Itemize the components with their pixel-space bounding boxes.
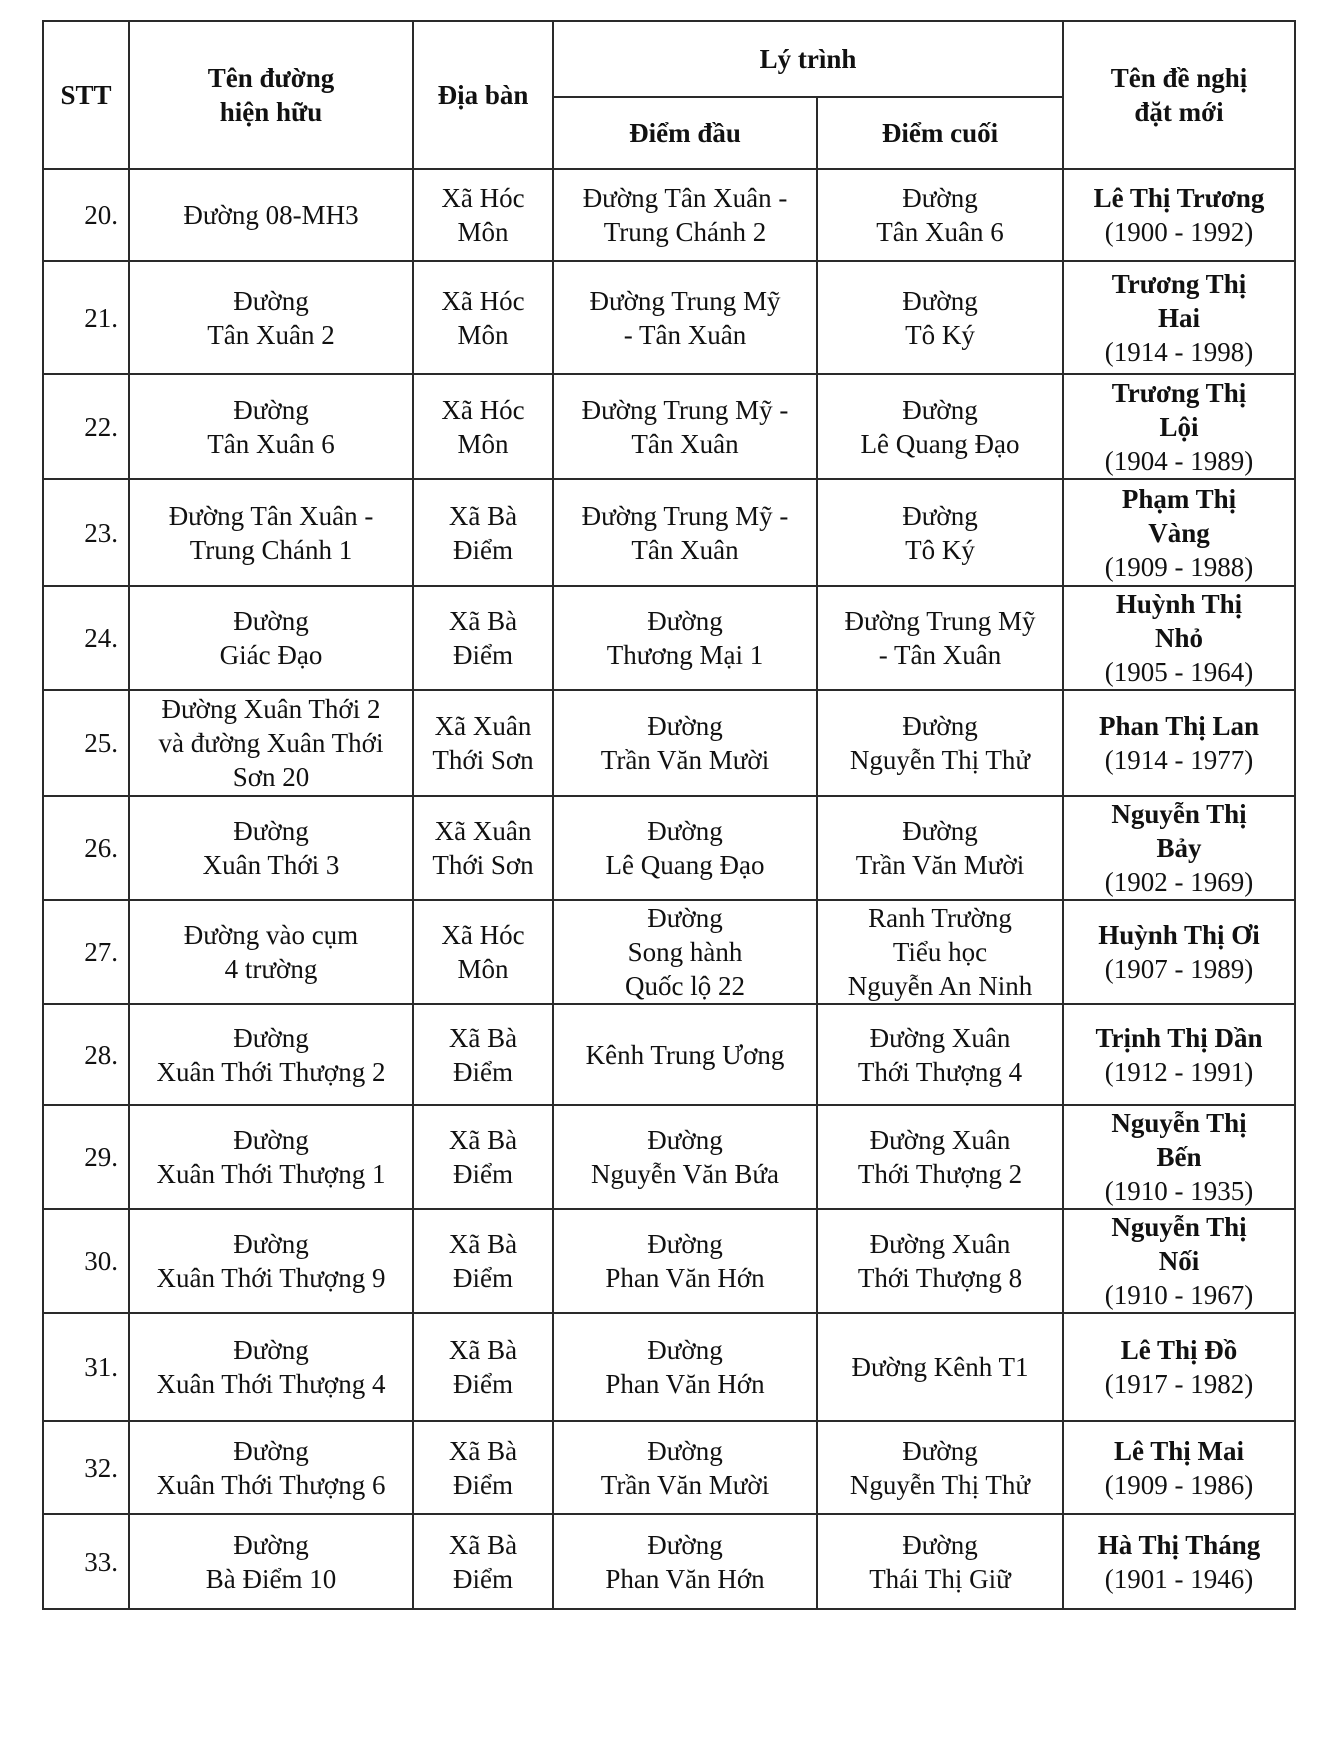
table-row <box>43 1514 1295 1609</box>
proposed-name-years: (1914 - 1977) <box>1104 745 1254 775</box>
cell-start-point-line: Đường <box>647 1229 723 1259</box>
proposed-name-years: (1904 - 1989) <box>1104 445 1254 476</box>
cell-area-line: Xã Hóc <box>441 920 525 950</box>
proposed-name-line: Trương Thị <box>1111 268 1247 299</box>
proposed-name-line: Lê Thị Mai <box>1113 1435 1245 1466</box>
cell-end-point-line: Đường <box>902 1435 978 1466</box>
cell-start-point-line: Trung Chánh 2 <box>603 217 767 247</box>
cell-end-point <box>817 1421 1063 1514</box>
proposed-name-line: Lê Thị Đồ <box>1120 1335 1238 1365</box>
proposed-name-line: Lội <box>1159 411 1199 442</box>
cell-current-name-line: Đường <box>233 1335 309 1365</box>
proposed-name-line: Trương Thị <box>1111 377 1247 408</box>
cell-current-name <box>129 1209 413 1313</box>
header-start-point: Điểm đầu <box>553 97 817 169</box>
cell-start-point-line: Đường <box>647 1435 723 1466</box>
cell-current-name-line: Đường <box>233 1125 309 1155</box>
cell-proposed-name <box>1063 1105 1295 1209</box>
cell-start-point-line: Kênh Trung Ương <box>585 1039 785 1070</box>
proposed-name-line: Huỳnh Thị <box>1115 589 1243 619</box>
cell-current-name-line: Đường <box>233 394 309 425</box>
cell-area-line: Điểm <box>453 1469 513 1500</box>
cell-stt: 33. <box>43 1514 129 1609</box>
cell-current-name-line: Xuân Thới Thượng 4 <box>156 1369 386 1399</box>
cell-area-line: Môn <box>457 217 509 247</box>
cell-current-name-line: Đường <box>233 816 309 846</box>
cell-end-point <box>817 1209 1063 1313</box>
cell-end-point <box>817 1105 1063 1209</box>
cell-current-name-line: Bà Điểm 10 <box>205 1563 337 1594</box>
cell-current-name-line: Đường <box>233 606 309 636</box>
cell-start-point <box>553 1105 817 1209</box>
cell-start-point <box>553 796 817 900</box>
cell-area-line: Xã Bà <box>448 1022 518 1053</box>
header-current-name-line1: Tên đường <box>207 63 335 93</box>
cell-area-line: Xã Bà <box>448 1125 518 1155</box>
table-row <box>43 1105 1295 1209</box>
cell-area-line: Xã Bà <box>448 1435 518 1466</box>
cell-current-name <box>129 1004 413 1105</box>
table-header <box>43 21 1295 169</box>
proposed-name-line: Vàng <box>1148 517 1210 548</box>
cell-end-point-line: Đường <box>902 500 978 531</box>
proposed-name-line: Nguyễn Thị <box>1111 1212 1247 1242</box>
cell-area <box>413 1514 553 1609</box>
cell-start-point <box>553 1514 817 1609</box>
cell-end-point-line: Lê Quang Đạo <box>860 428 1020 459</box>
table-row <box>43 1004 1295 1105</box>
cell-current-name-line: Đường <box>233 1022 309 1053</box>
cell-end-point <box>817 1004 1063 1105</box>
cell-proposed-name <box>1063 169 1295 261</box>
table-row <box>43 479 1295 586</box>
table-row <box>43 586 1295 690</box>
proposed-name-years: (1917 - 1982) <box>1104 1369 1254 1399</box>
proposed-name-line: Nhỏ <box>1154 623 1203 653</box>
table-row <box>43 1421 1295 1514</box>
cell-proposed-name <box>1063 586 1295 690</box>
cell-proposed-name <box>1063 479 1295 586</box>
cell-current-name <box>129 900 413 1004</box>
cell-start-point <box>553 261 817 374</box>
cell-area-line: Thới Sơn <box>432 850 534 880</box>
cell-current-name-line: Đường vào cụm <box>183 920 359 950</box>
cell-area-line: Điểm <box>453 1056 513 1087</box>
cell-end-point <box>817 690 1063 796</box>
cell-current-name-line: 4 trường <box>224 954 318 984</box>
cell-area-line: Xã Xuân <box>434 711 532 741</box>
cell-current-name-line: Tân Xuân 6 <box>207 428 335 459</box>
cell-area-line: Môn <box>457 428 509 459</box>
cell-start-point-line: Lê Quang Đạo <box>605 850 765 880</box>
proposed-name-line: Hà Thị Tháng <box>1097 1529 1261 1560</box>
cell-end-point-line: Thới Thượng 8 <box>857 1263 1023 1293</box>
street-naming-table <box>42 20 1296 1610</box>
cell-area <box>413 1313 553 1421</box>
cell-end-point <box>817 479 1063 586</box>
cell-area-line: Điểm <box>453 1159 513 1189</box>
cell-start-point-line: Phan Văn Hớn <box>605 1263 765 1293</box>
cell-area-line: Điểm <box>453 534 513 565</box>
cell-current-name-line: Đường <box>233 1435 309 1466</box>
header-route: Lý trình <box>553 21 1063 97</box>
cell-end-point <box>817 900 1063 1004</box>
cell-area <box>413 261 553 374</box>
cell-start-point-line: Phan Văn Hớn <box>605 1563 765 1594</box>
cell-start-point-line: Đường Trung Mỹ - <box>581 394 789 425</box>
cell-start-point-line: Đường <box>647 1335 723 1365</box>
table-row <box>43 261 1295 374</box>
cell-end-point-line: Thới Thượng 2 <box>857 1159 1023 1189</box>
cell-area-line: Xã Hóc <box>441 394 525 425</box>
cell-area <box>413 1004 553 1105</box>
cell-stt: 23. <box>43 479 129 586</box>
cell-end-point-line: Đường <box>902 285 978 316</box>
cell-area-line: Xã Bà <box>448 1335 518 1365</box>
cell-end-point-line: Đường Trung Mỹ <box>844 606 1036 636</box>
cell-area-line: Xã Xuân <box>434 816 532 846</box>
cell-area-line: Điểm <box>453 1369 513 1399</box>
cell-current-name-line: Đường 08-MH3 <box>183 200 359 230</box>
cell-start-point <box>553 374 817 479</box>
cell-end-point-line: Ranh Trường <box>868 903 1012 933</box>
cell-current-name-line: Đường Xuân Thới 2 <box>161 694 381 724</box>
cell-area-line: Điểm <box>453 1563 513 1594</box>
proposed-name-line: Phan Thị Lan <box>1098 711 1260 741</box>
cell-current-name <box>129 1105 413 1209</box>
cell-end-point <box>817 169 1063 261</box>
cell-stt: 29. <box>43 1105 129 1209</box>
cell-start-point-line: Đường Trung Mỹ <box>589 285 781 316</box>
cell-end-point-line: Trần Văn Mười <box>855 850 1025 880</box>
header-row-1 <box>43 21 1295 97</box>
cell-area-line: Môn <box>457 954 509 984</box>
cell-area-line: Thới Sơn <box>432 745 534 775</box>
table-row <box>43 169 1295 261</box>
cell-current-name <box>129 479 413 586</box>
proposed-name-years: (1902 - 1969) <box>1104 867 1254 897</box>
cell-end-point <box>817 1514 1063 1609</box>
cell-end-point-line: Tân Xuân 6 <box>876 217 1004 247</box>
cell-area <box>413 1421 553 1514</box>
proposed-name-line: Nguyễn Thị <box>1111 799 1247 829</box>
proposed-name-line: Bảy <box>1156 833 1202 863</box>
cell-current-name-line: Trung Chánh 1 <box>189 534 353 565</box>
cell-current-name <box>129 1313 413 1421</box>
cell-end-point <box>817 261 1063 374</box>
cell-current-name-line: Giác Đạo <box>219 640 323 670</box>
proposed-name-years: (1901 - 1946) <box>1104 1563 1254 1594</box>
cell-start-point-line: Đường Trung Mỹ - <box>581 500 789 531</box>
cell-start-point <box>553 1313 817 1421</box>
proposed-name-years: (1914 - 1998) <box>1104 336 1254 367</box>
proposed-name-line: Trịnh Thị Dần <box>1095 1022 1263 1053</box>
cell-start-point <box>553 1209 817 1313</box>
cell-start-point-line: Quốc lộ 22 <box>625 971 745 1001</box>
cell-current-name-line: Sơn 20 <box>232 762 310 792</box>
cell-current-name <box>129 586 413 690</box>
proposed-name-years: (1907 - 1989) <box>1104 954 1254 984</box>
cell-area <box>413 479 553 586</box>
header-area: Địa bàn <box>413 21 553 169</box>
proposed-name-line: Nguyễn Thị <box>1111 1108 1247 1138</box>
cell-current-name-line: Tân Xuân 2 <box>207 319 335 350</box>
cell-area <box>413 374 553 479</box>
cell-end-point <box>817 1313 1063 1421</box>
table-row <box>43 796 1295 900</box>
cell-area <box>413 169 553 261</box>
cell-stt: 30. <box>43 1209 129 1313</box>
cell-stt: 28. <box>43 1004 129 1105</box>
proposed-name-years: (1910 - 1967) <box>1104 1280 1254 1310</box>
header-proposed-name <box>1063 21 1295 169</box>
cell-stt: 24. <box>43 586 129 690</box>
cell-area <box>413 586 553 690</box>
cell-current-name-line: Đường <box>233 1529 309 1560</box>
cell-current-name <box>129 1514 413 1609</box>
cell-proposed-name <box>1063 796 1295 900</box>
cell-end-point-line: Thái Thị Giữ <box>869 1563 1011 1594</box>
cell-area-line: Điểm <box>453 640 513 670</box>
cell-area-line: Xã Hóc <box>441 183 525 213</box>
proposed-name-years: (1912 - 1991) <box>1104 1056 1254 1087</box>
cell-start-point-line: Tân Xuân <box>631 428 739 459</box>
cell-start-point-line: Đường <box>647 903 723 933</box>
proposed-name-line: Huỳnh Thị Ơi <box>1098 920 1260 950</box>
cell-start-point <box>553 479 817 586</box>
cell-area <box>413 690 553 796</box>
proposed-name-line: Lê Thị Trương <box>1093 183 1265 213</box>
cell-stt: 21. <box>43 261 129 374</box>
cell-area <box>413 796 553 900</box>
cell-proposed-name <box>1063 374 1295 479</box>
table-row <box>43 374 1295 479</box>
proposed-name-years: (1905 - 1964) <box>1104 657 1254 687</box>
cell-current-name-line: Đường Tân Xuân - <box>168 500 374 531</box>
cell-end-point-line: Đường <box>902 394 978 425</box>
cell-end-point-line: Đường Xuân <box>869 1125 1011 1155</box>
cell-stt: 25. <box>43 690 129 796</box>
cell-start-point-line: Đường <box>647 606 723 636</box>
cell-area-line: Xã Bà <box>448 500 518 531</box>
header-proposed-line2: đặt mới <box>1134 97 1224 127</box>
cell-start-point <box>553 690 817 796</box>
cell-start-point-line: Nguyễn Văn Bứa <box>590 1159 780 1189</box>
proposed-name-line: Bến <box>1156 1142 1202 1172</box>
cell-current-name <box>129 169 413 261</box>
cell-current-name-line: Xuân Thới Thượng 2 <box>156 1056 386 1087</box>
cell-start-point-line: Đường <box>647 1125 723 1155</box>
cell-start-point-line: Thương Mại 1 <box>606 640 764 670</box>
header-end-point: Điểm cuối <box>817 97 1063 169</box>
cell-end-point-line: - Tân Xuân <box>878 640 1002 670</box>
cell-proposed-name <box>1063 1421 1295 1514</box>
cell-proposed-name <box>1063 1004 1295 1105</box>
table-row <box>43 1209 1295 1313</box>
cell-proposed-name <box>1063 900 1295 1004</box>
cell-area <box>413 1209 553 1313</box>
proposed-name-years: (1909 - 1986) <box>1104 1469 1254 1500</box>
cell-current-name <box>129 690 413 796</box>
cell-start-point <box>553 169 817 261</box>
cell-area-line: Điểm <box>453 1263 513 1293</box>
cell-area-line: Xã Hóc <box>441 285 525 316</box>
cell-stt: 26. <box>43 796 129 900</box>
cell-area-line: Xã Bà <box>448 1229 518 1259</box>
cell-current-name-line: Xuân Thới Thượng 9 <box>156 1263 386 1293</box>
cell-end-point-line: Tiểu học <box>892 937 988 967</box>
cell-proposed-name <box>1063 1514 1295 1609</box>
header-current-name-line2: hiện hữu <box>219 97 323 127</box>
cell-start-point <box>553 900 817 1004</box>
cell-area <box>413 900 553 1004</box>
cell-start-point-line: Đường <box>647 816 723 846</box>
table-row <box>43 1313 1295 1421</box>
proposed-name-years: (1909 - 1988) <box>1104 551 1254 582</box>
cell-start-point-line: Đường <box>647 1529 723 1560</box>
header-stt: STT <box>43 21 129 169</box>
cell-proposed-name <box>1063 1209 1295 1313</box>
cell-end-point-line: Nguyễn Thị Thử <box>849 1469 1031 1500</box>
cell-end-point-line: Đường <box>902 183 978 213</box>
cell-start-point-line: Đường <box>647 711 723 741</box>
cell-end-point-line: Nguyễn Thị Thử <box>849 745 1031 775</box>
cell-end-point-line: Đường Xuân <box>869 1229 1011 1259</box>
cell-end-point <box>817 796 1063 900</box>
cell-start-point-line: Trần Văn Mười <box>600 745 770 775</box>
table-row <box>43 900 1295 1004</box>
cell-proposed-name <box>1063 261 1295 374</box>
cell-area-line: Xã Bà <box>448 606 518 636</box>
cell-current-name <box>129 374 413 479</box>
cell-current-name <box>129 261 413 374</box>
table-body <box>43 169 1295 1609</box>
proposed-name-line: Hai <box>1157 302 1200 333</box>
cell-end-point-line: Nguyễn An Ninh <box>847 971 1033 1001</box>
proposed-name-line: Phạm Thị <box>1121 483 1237 514</box>
cell-start-point-line: Phan Văn Hớn <box>605 1369 765 1399</box>
cell-proposed-name <box>1063 1313 1295 1421</box>
cell-end-point-line: Đường <box>902 816 978 846</box>
cell-start-point-line: Tân Xuân <box>631 534 739 565</box>
cell-end-point <box>817 374 1063 479</box>
cell-stt: 32. <box>43 1421 129 1514</box>
cell-end-point-line: Đường <box>902 711 978 741</box>
cell-start-point-line: Trần Văn Mười <box>600 1469 770 1500</box>
cell-current-name-line: Xuân Thới Thượng 1 <box>156 1159 386 1189</box>
proposed-name-line: Nối <box>1158 1246 1200 1276</box>
cell-start-point <box>553 1004 817 1105</box>
cell-start-point-line: Đường Tân Xuân - <box>582 183 788 213</box>
proposed-name-years: (1900 - 1992) <box>1104 217 1254 247</box>
cell-start-point-line: Song hành <box>627 937 743 967</box>
cell-area <box>413 1105 553 1209</box>
cell-end-point-line: Đường <box>902 1529 978 1560</box>
cell-proposed-name <box>1063 690 1295 796</box>
cell-current-name-line: Đường <box>233 285 309 316</box>
cell-current-name <box>129 1421 413 1514</box>
cell-current-name <box>129 796 413 900</box>
header-proposed-line1: Tên đề nghị <box>1110 63 1248 93</box>
cell-end-point <box>817 586 1063 690</box>
cell-start-point-line: - Tân Xuân <box>623 319 747 350</box>
cell-area-line: Môn <box>457 319 509 350</box>
cell-stt: 27. <box>43 900 129 1004</box>
cell-stt: 20. <box>43 169 129 261</box>
cell-end-point-line: Đường Xuân <box>869 1022 1011 1053</box>
cell-area-line: Xã Bà <box>448 1529 518 1560</box>
cell-current-name-line: Đường <box>233 1229 309 1259</box>
cell-end-point-line: Tô Ký <box>905 319 975 350</box>
cell-stt: 31. <box>43 1313 129 1421</box>
cell-start-point <box>553 1421 817 1514</box>
cell-end-point-line: Đường Kênh T1 <box>851 1352 1029 1382</box>
cell-stt: 22. <box>43 374 129 479</box>
cell-end-point-line: Thới Thượng 4 <box>857 1056 1023 1087</box>
table-row <box>43 690 1295 796</box>
cell-start-point <box>553 586 817 690</box>
proposed-name-years: (1910 - 1935) <box>1104 1176 1254 1206</box>
cell-current-name-line: Xuân Thới Thượng 6 <box>156 1469 386 1500</box>
cell-end-point-line: Tô Ký <box>905 534 975 565</box>
cell-current-name-line: và đường Xuân Thới <box>158 728 384 758</box>
cell-current-name-line: Xuân Thới 3 <box>202 850 340 880</box>
header-current-name <box>129 21 413 169</box>
